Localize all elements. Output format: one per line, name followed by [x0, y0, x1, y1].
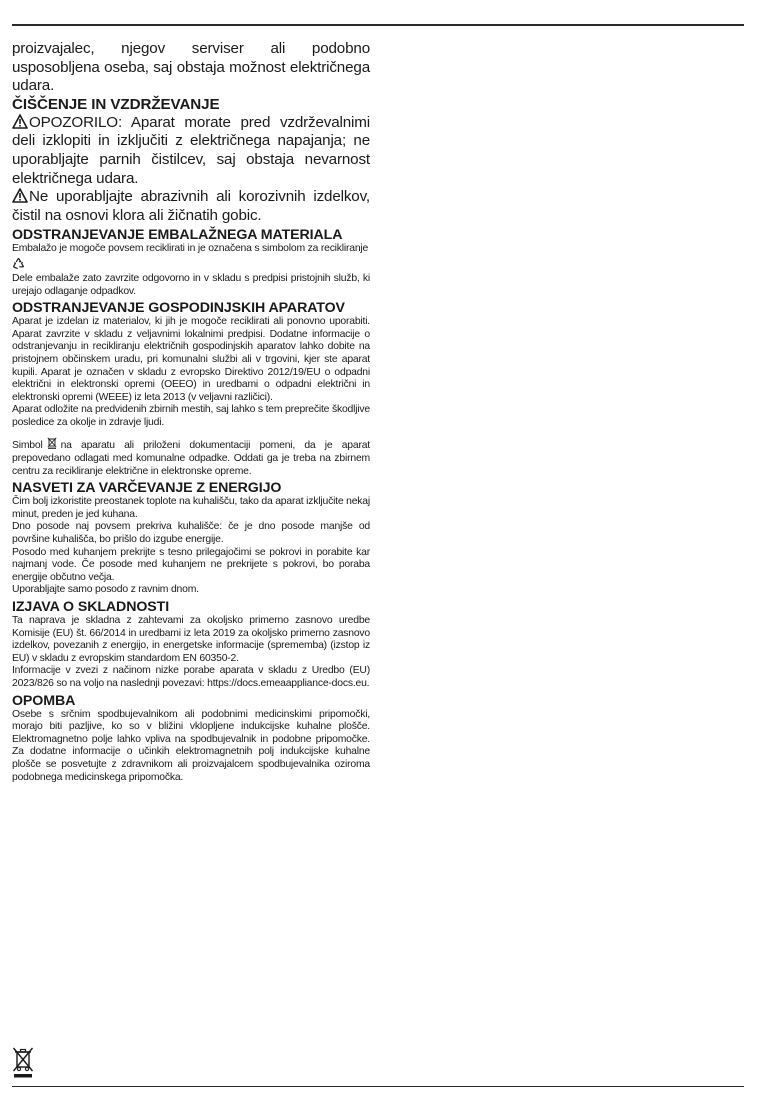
cleaning-warning-2-text: Ne uporabljajte abrazivnih ali korozivnih izdelkov, čistil na osnovi klora ali žičnatih gobic. — [12, 188, 370, 224]
bottom-rule — [12, 1086, 744, 1087]
intro-paragraph: proizvajalec, njegov serviser ali podobno usposobljena oseba, saj obstaja možnost električnega udara. — [12, 40, 370, 95]
cleaning-warning-2 — [12, 188, 370, 225]
note-paragraph: Osebe s srčnim spodbujevalnikom ali podobnimi medicinskimi pripomočki, morajo biti pazljive, ko so v bližini vklopljene indukcijske kuhalne plošče. Elektromagnetno polje lahko vpliva na spodbujevalnik in podobne pripomočke. Za dodatne informacije o učinkih elektromagnetnih polj indukcijske kuhalne plošče se posvetujte z zdravnikom ali proizvajalcem spodbujevalnika oziroma podobnega medicinskega pripomočka. — [12, 708, 370, 783]
appliances-heading: ODSTRANJEVANJE GOSPODINJSKIH APARATOV — [12, 300, 345, 317]
energy-paragraph-3: Posodo med kuhanjem prekrijte s tesno prilegajočimi se pokrovi in porabite kar najmanj vode. Če posode med kuhanjem ne prekrijete s pokrovi, bo poraba energije občutno večja. — [12, 546, 370, 583]
appliances-paragraph-3 — [12, 437, 370, 478]
conformity-paragraph-1: Ta naprava je skladna z zahtevami za okoljsko primerno zasnovo uredbe Komisije (EU) št. 66/2014 in uredbami iz leta 2019 za okoljsko primerno zasnovo izdelkov, povezanih z energijo, in energetske informacije (sprememba) (izstop iz EU) v skladu z evropskim standardom EN 60350-2. — [12, 615, 370, 664]
energy-paragraph-2: Dno posode naj povsem prekriva kuhališče: če je dno posode manjše od površine kuhališča, bo prišlo do izgube energije. — [12, 521, 370, 546]
conformity-paragraph-2: Informacije v zvezi z načinom nizke porabe aparata v skladu z Uredbo (EU) 2023/826 so na voljo na naslednji povezavi: https://docs.emeaappliance-docs.eu. — [12, 665, 370, 689]
appliances-paragraph-2: Aparat odložite na predvidenih zbirnih mestih, saj lahko s tem preprečite škodljive posledice za okolje in zdravje ljudi. — [12, 404, 370, 428]
packaging-heading: ODSTRANJEVANJE EMBALAŽNEGA MATERIALA — [12, 227, 343, 244]
cleaning-warning-1 — [12, 114, 370, 188]
packaging-paragraph-2: Dele embalaže zato zavrzite odgovorno in v skladu s predpisi pristojnih služb, ki urejajo odlaganje odpadkov. — [12, 272, 370, 297]
symbol-description: na aparatu ali priloženi dokumentaciji pomeni, da je aparat prepovedano odlagati med komunalne odpadke. Oddati ga je treba na zbirnem centru za recikliranje električne in elektronske opreme. — [12, 440, 370, 477]
appliances-paragraph-1: Aparat je izdelan iz materialov, ki jih je mogoče reciklirati ali ponovno uporabiti. Aparat zavrzite v skladu z veljavnimi lokalnimi predpisi. Dodatne informacije o odstranjevanju in recikliranju električnih gospodinjskih aparatov lahko dobite na pristojnem občinskem uradu, pri komunalni službi ali v trgovini, kjer ste aparat kupili. Aparat je označen v skladu z evropsko Direktivo 2012/19/EU o odpadni električni in elektronski opremi (OEEO) in uredbami o odpadni električni in elektronski opremi (WEEE) iz leta 2013 (v veljavni različici). — [12, 316, 370, 403]
conformity-heading: IZJAVA O SKLADNOSTI — [12, 599, 170, 615]
crossed-out-bin-icon — [47, 437, 57, 449]
symbol-label: Simbol — [12, 440, 43, 452]
note-heading: OPOMBA — [12, 692, 76, 709]
cleaning-warning-1-text: OPOZORILO: Aparat morate pred vzdrževalnimi deli izklopiti in izključiti z električnega napajanja; ne uporabljajte parnih čistilcev, saj obstaja nevarnost električnega udara. — [12, 113, 370, 187]
cleaning-heading: ČIŠČENJE IN VZDRŽEVANJE — [12, 95, 220, 113]
energy-paragraph-4: Uporabljajte samo posodo z ravnim dnom. — [12, 584, 199, 596]
energy-paragraph-1: Čim bolj izkoristite preostanek toplote na kuhališču, tako da aparat izključite nekaj minut, preden je jed kuhana. — [12, 496, 370, 520]
recycle-icon — [12, 257, 25, 270]
crossed-out-bin-icon — [12, 1046, 34, 1078]
text-column — [12, 40, 370, 784]
packaging-paragraph-1: Embalažo je mogoče povsem reciklirati in je označena s simbolom za recikliranje — [12, 243, 369, 255]
warning-triangle-icon — [12, 188, 28, 203]
top-rule — [12, 24, 744, 26]
warning-triangle-icon — [12, 114, 28, 129]
energy-heading: NASVETI ZA VARČEVANJE Z ENERGIJO — [12, 480, 282, 497]
